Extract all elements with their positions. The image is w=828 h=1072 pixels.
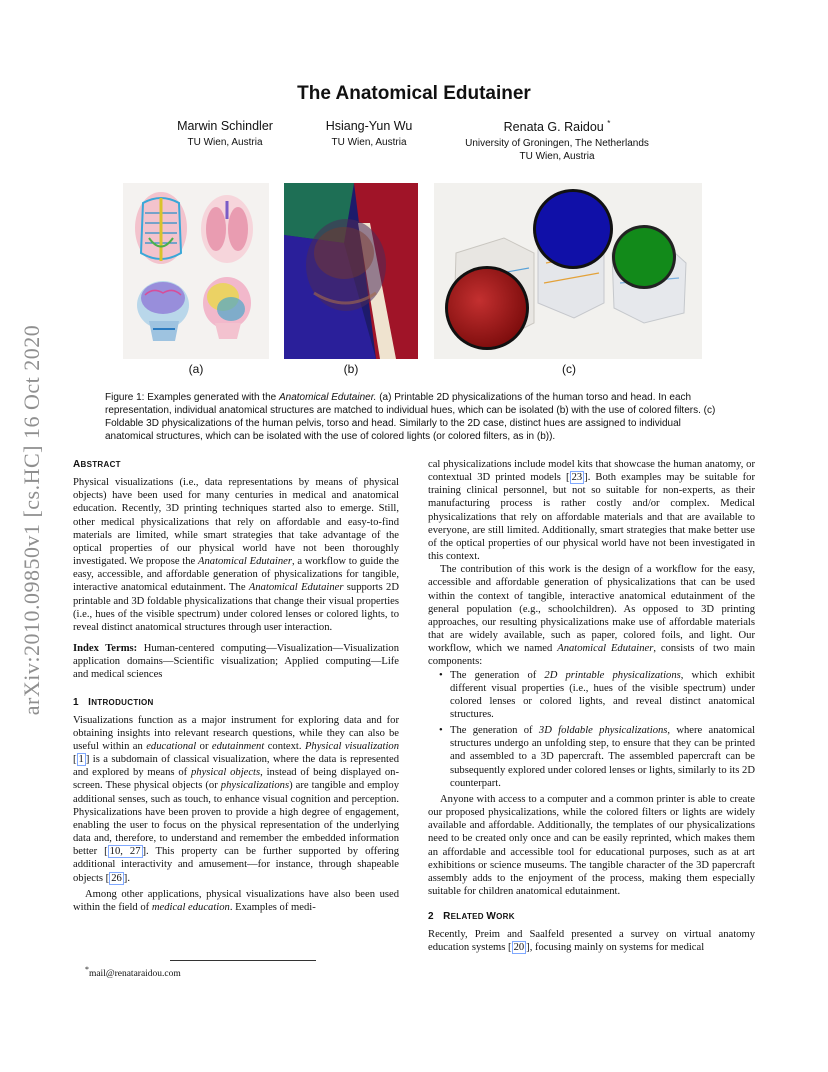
introduction-heading: 1 INTRODUCTION (73, 696, 154, 708)
right-paragraph-3: Anyone with access to a computer and a common printer is able to create our proposed physicalizations, while the colored filters or lights are widely available and affordable. Additionally, the templates of our physicalizations need to be created only once and can be easily reprinted, which makes them an affordable and accessible tool for educational purposes, such as at art exhibitions or science museums. The tangible character of the 3D papercraft assembly adds to the enjoyment of the process, making them especially suitable for children anatomical edutainment. (428, 793, 755, 897)
citation-link[interactable]: 10, 27 (109, 846, 141, 858)
figure-panel-c-image (434, 183, 702, 359)
right-paragraph-1: cal physicalizations include model kits that showcase the human anatomy, or contextual 3D printed models [ 23 ]. Both examples may be suitable for training clinical personnel, but not so suitable for non-experts, as their manufacturing process is rather costly and/or complex. Medical physicalizations that rely on affordable materials and that are available to everyone, are still limited. Additionally, smart strategies that make better use of the optical properties of our physical world have not been investigated in this context. (428, 459, 755, 563)
components-list (428, 669, 755, 790)
list-item: • The generation of 2D printable physicalizations, which exhibit different visual properties (i.e., hues of the visible spectrum) under colored lenses or colored lights, and reveal distinct anatomical structures. (450, 669, 755, 722)
author-name: Hsiang-Yun Wu (325, 119, 413, 133)
intro-paragraph-1: Visualizations function as a major instrument for exploring data and for obtaining insights into relevant research questions, while they can also be useful within an educational or edutainment context. Physical visualization [ 1 ] is a subdomain of classical visualization, where the data is represented and explored by means of physical objects, instead of being displayed on-screen. These physical objects (or physicalizations) are tangible and employ additional senses, such as touch, to enhance visual cognition and perception. Physicalizations have been proven to provide a high degree of engagement, enabling the user to focus on the physical representation of the underlying data and, therefore, to understand and remember the embedded information better [ 10, 27 ]. This property can be further supported by offering additional interactivity and amusement—for instance, through shapeable objects [ 26 ]. (73, 714, 400, 884)
figure-panel-a-image (123, 183, 269, 359)
author-1 (160, 119, 290, 149)
arxiv-stamp (19, 300, 44, 740)
right-column (428, 458, 755, 955)
right-paragraph-2: The contribution of this work is the design of a workflow for the easy, accessible and affordable generation of physicalizations that can be used within the context of tangible, interactive anatomical edutainment of the general population (e.g., schoolchildren). As opposed to 3D printing approaches, our resulting physicalizations make use of affordable materials that are widely available, such as paper, colored foils, and light. Our workflow, which we named Anatomical Edutainer, consists of two main components: (428, 564, 755, 668)
related-work-paragraph: Recently, Preim and Saalfeld presented a survey on virtual anatomy education systems [ 20 ], focusing mainly on systems for medical (428, 929, 755, 954)
author-name: Renata G. Raidou (503, 120, 604, 135)
citation-link[interactable]: 23 (571, 472, 583, 484)
index-terms: Index Terms: Human-centered computing—Visualization—Visualization application domains—Scientific visualization; Applied computing—Life and medical sciences (73, 643, 399, 681)
left-column (73, 458, 399, 914)
abstract-text: Physical visualizations (i.e., data representations by means of physical objects) have been used for many centuries in medical and anatomical education. Recently, 3D printing techniques started also to emerge. Still, other medical physicalizations that rely on affordable and easy-to-find materials are limited, while smart strategies that take advantage of the optical properties of our physical world have not been thoroughly investigated. We propose the Anatomical Edutainer, a workflow to guide the easy, accessible, and affordable generation of physicalizations for tangible, interactive anatomical edutainment. The Anatomical Edutainer supports 2D printable and 3D foldable physicalizations that change their visual properties (i.e., hues of the visible spectrum) under colored lenses or colored lights, to reveal distinct anatomical structures through user interaction. (73, 477, 399, 633)
footnote-rule (170, 960, 316, 961)
figure-panel-b-image (284, 183, 418, 359)
citation-link[interactable]: 20 (513, 942, 525, 954)
intro-paragraph-2: Among other applications, physical visualizations have also been used within the field of medical education. Examples of medi- (73, 888, 399, 913)
author-affiliation: TU Wien, Austria (331, 137, 407, 148)
arxiv-id: arXiv:2010.09850v1 [cs.HC] 16 Oct 2020 (19, 324, 44, 716)
torso-head-illustration (123, 183, 269, 359)
list-item: • The generation of 3D foldable physicalizations, where anatomical structures undergo an unfolding step, to ensure that they can be printed and assembled to a 3D papercraft. The assembled papercraft can be subsequently explored under colored lenses or lights, similarly to its 2D counterpart. (450, 724, 755, 790)
author-affiliation: University of Groningen, The Netherlands (465, 138, 649, 150)
figure-sublabel-a: (a) (188, 362, 204, 376)
abstract-heading: ABSTRACT (73, 459, 121, 470)
footnote-mark: * (607, 119, 611, 128)
figure-caption: Figure 1: Examples generated with the Anatomical Edutainer. (a) Printable 2D physicalizations of the human torso and head. In each representation, individual anatomical structures are matched to individual hues, which can be isolated (b) with the use of colored filters. (c) Foldable 3D physicalizations of the human pelvis, torso and head. Similarly to the 2D case, distinct hues are assigned to individual anatomical structures, which can be isolated with the use of colored lights (or colored filters, as in (b)). (105, 392, 716, 442)
papercraft-illustration (434, 183, 702, 359)
figure-sublabel-b: (b) (343, 362, 359, 376)
citation-link[interactable]: 1 (78, 754, 84, 766)
footnote-email: mail@renataraidou.com (88, 969, 181, 980)
citation-link[interactable]: 26 (111, 872, 122, 884)
figure-sublabel-c: (c) (562, 362, 576, 376)
author-affiliation: TU Wien, Austria (187, 137, 263, 148)
author-name: Marwin Schindler (177, 119, 273, 133)
paper-title: The Anatomical Edutainer (297, 83, 531, 104)
colored-filters-illustration (284, 183, 418, 359)
author-3 (447, 119, 667, 163)
author-2 (304, 119, 434, 149)
author-affiliation: TU Wien, Austria (519, 151, 595, 163)
footnote: *mail@renataraidou.com (85, 965, 181, 980)
related-work-heading: 2 RELATED WORK (428, 911, 515, 923)
